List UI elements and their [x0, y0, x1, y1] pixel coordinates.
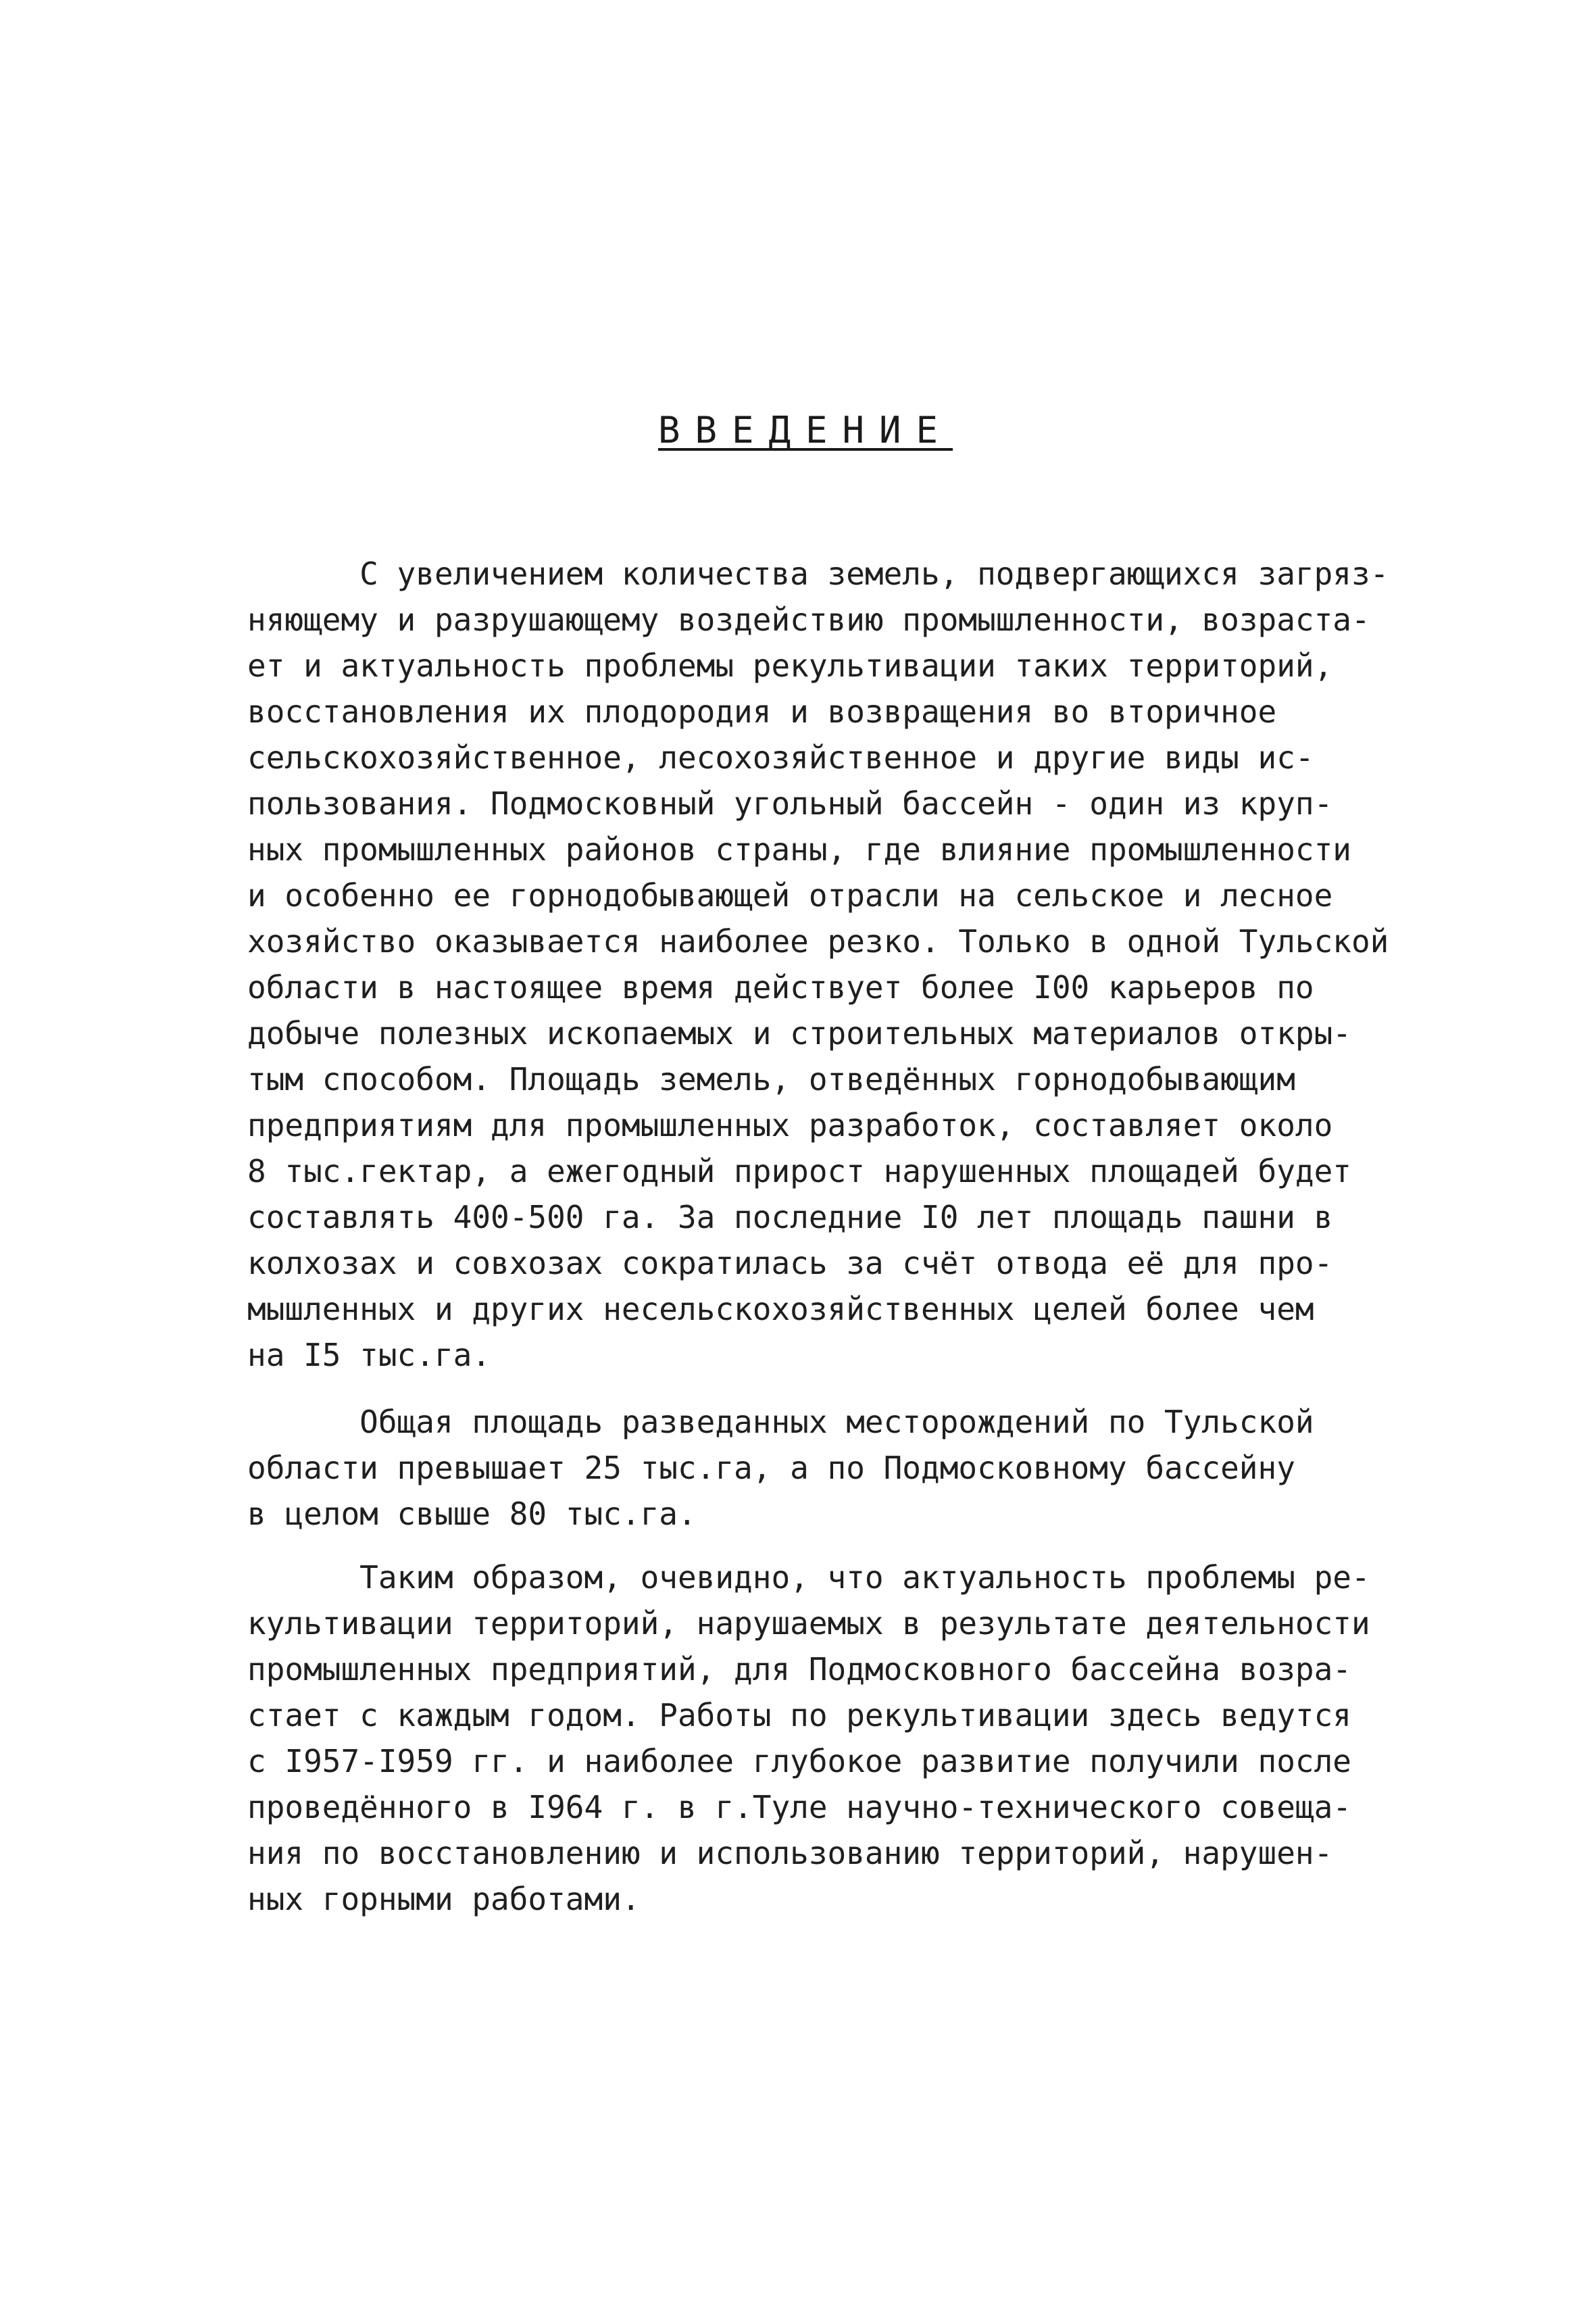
text-line: ных промышленных районов страны, где влияние промышленности [247, 831, 1351, 868]
text-line: мышленных и других несельскохозяйственных целей более чем [247, 1291, 1314, 1327]
text-line: культивации территорий, нарушаемых в результате деятельности [247, 1605, 1370, 1642]
paragraph-3 [247, 1554, 1410, 1922]
text-line: на I5 тыс.га. [247, 1337, 491, 1373]
text-line: Таким образом, очевидно, что актуальность проблемы ре- [247, 1559, 1370, 1596]
text-line: Общая площадь разведанных месторождений по Тульской [247, 1404, 1314, 1440]
text-line: пользования. Подмосковный угольный бассейн - один из круп- [247, 785, 1333, 822]
text-line: колхозах и совхозах сократилась за счёт отвода её для про- [247, 1245, 1333, 1281]
text-line: стает с каждым годом. Работы по рекультивации здесь ведутся [247, 1697, 1351, 1733]
text-line: 8 тыс.гектар, а ежегодный прирост нарушенных площадей будет [247, 1153, 1351, 1189]
text-line: ных горными работами. [247, 1881, 641, 1917]
paragraph-1 [247, 551, 1410, 1378]
page-title: ВВЕДЕНИЕ [657, 409, 953, 451]
text-line: добыче полезных ископаемых и строительных материалов откры- [247, 1015, 1351, 1052]
text-line: области в настоящее время действует более I00 карьеров по [247, 969, 1314, 1006]
text-line: в целом свыше 80 тыс.га. [247, 1496, 697, 1532]
text-line: няющему и разрушающему воздействию промышленности, возраста- [247, 601, 1370, 638]
text-line: С увеличением количества земель, подвергающихся загряз- [247, 556, 1389, 592]
text-line: проведённого в I964 г. в г.Туле научно-технического совеща- [247, 1789, 1351, 1825]
text-line: промышленных предприятий, для Подмосковного бассейна возра- [247, 1651, 1351, 1688]
text-line: ния по восстановлению и использованию территорий, нарушен- [247, 1835, 1333, 1871]
text-line: предприятиям для промышленных разработок, составляет около [247, 1107, 1333, 1143]
text-line: и особенно ее горнодобывающей отрасли на сельское и лесное [247, 877, 1333, 914]
text-line: хозяйство оказывается наиболее резко. Только в одной Тульской [247, 923, 1389, 960]
text-line: восстановления их плодородия и возвращения во вторичное [247, 693, 1277, 730]
text-line: с I957-I959 гг. и наиболее глубокое развитие получили после [247, 1743, 1351, 1779]
text-line: области превышает 25 тыс.га, а по Подмосковному бассейну [247, 1450, 1295, 1486]
text-line: тым способом. Площадь земель, отведённых горнодобывающим [247, 1061, 1295, 1098]
text-line: составлять 400-500 га. За последние I0 лет площадь пашни в [247, 1199, 1333, 1235]
text-line: сельскохозяйственное, лесохозяйственное и другие виды ис- [247, 739, 1314, 776]
paragraph-2 [247, 1399, 1410, 1537]
text-line: ет и актуальность проблемы рекультивации таких территорий, [247, 647, 1333, 684]
